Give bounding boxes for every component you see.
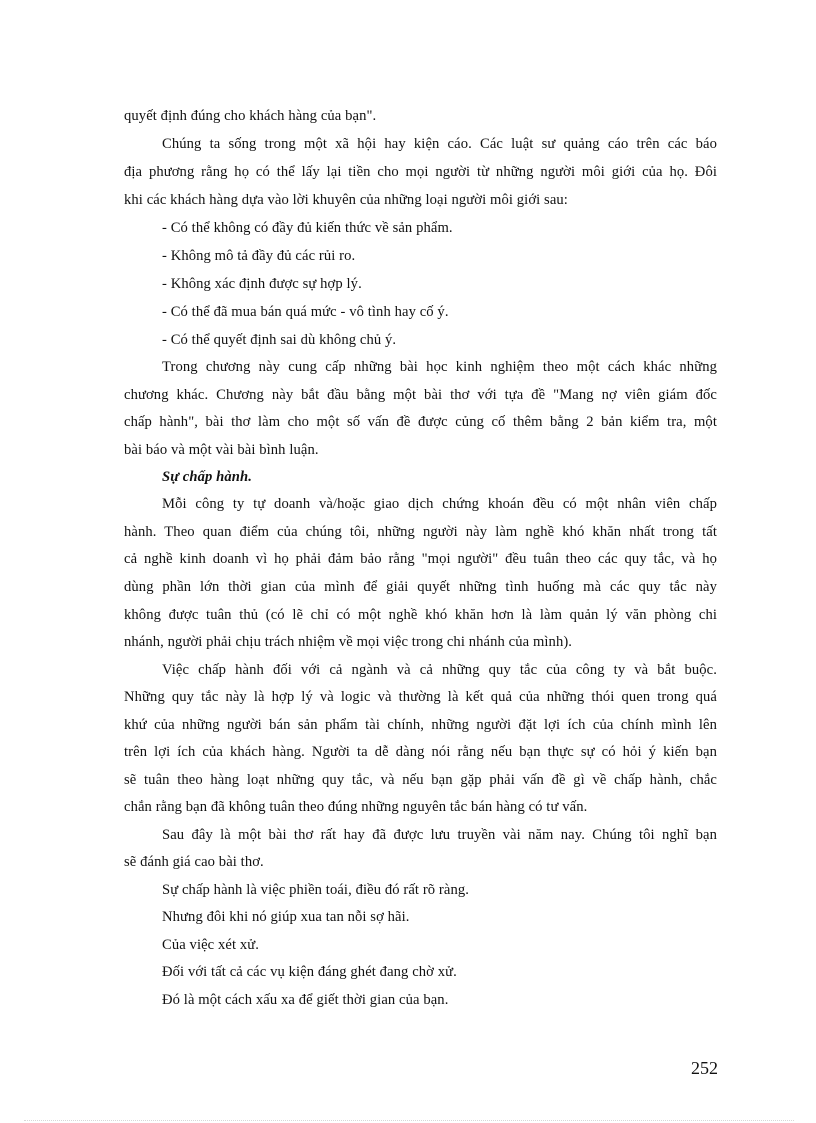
text-line: khi các khách hàng dựa vào lời khuyên của những loại người môi giới sau: bbox=[124, 192, 568, 208]
text-line: không được tuân thủ (có lẽ chỉ có một nghề khó khăn hơn là làm quản lý văn phòng chi bbox=[124, 607, 717, 623]
section-heading: Sự chấp hành. bbox=[162, 469, 252, 485]
poem-line: Sự chấp hành là việc phiền toái, điều đó rất rõ ràng. bbox=[162, 882, 470, 898]
text-line: Việc chấp hành đối với cả ngành và cả những quy tắc của công ty và bắt buộc. bbox=[162, 662, 717, 678]
text-line: Sau đây là một bài thơ rất hay đã được lưu truyền vài năm nay. Chúng tôi nghĩ bạn bbox=[162, 827, 717, 843]
list-item: - Có thể đã mua bán quá mức - vô tình hay cố ý. bbox=[162, 304, 449, 320]
list-item: - Có thể không có đầy đủ kiến thức về sản phẩm. bbox=[162, 220, 453, 236]
poem-line: Nhưng đôi khi nó giúp xua tan nỗi sợ hãi. bbox=[162, 909, 410, 925]
text-line: cả nghề kinh doanh vì họ phải đảm bảo rằng "mọi người" đều tuân theo các quy tắc, và họ bbox=[124, 551, 717, 567]
text-line: Mỗi công ty tự doanh và/hoặc giao dịch chứng khoán đều có một nhân viên chấp bbox=[162, 496, 717, 512]
list-item: - Có thể quyết định sai dù không chủ ý. bbox=[162, 332, 397, 348]
text-line: sẽ tuân theo hàng loạt những quy tắc, và nếu bạn gặp phải vấn đề gì về chấp hành, chắc bbox=[124, 772, 717, 788]
text-line: khứ của những người bán sản phẩm tài chính, những người đặt lợi ích của chính mình lên bbox=[124, 717, 717, 733]
poem-line: Đó là một cách xấu xa để giết thời gian của bạn. bbox=[162, 992, 449, 1008]
text-line: nhánh, người phải chịu trách nhiệm về mọi việc trong chi nhánh của mình). bbox=[124, 634, 573, 650]
text-line: chắn rằng bạn đã không tuân theo đúng những nguyên tắc bán hàng có tư vấn. bbox=[124, 799, 588, 815]
text-line: quyết định đúng cho khách hàng của bạn". bbox=[124, 108, 377, 124]
poem-line: Của việc xét xử. bbox=[162, 937, 260, 953]
page-divider bbox=[24, 1120, 794, 1121]
text-line: chấp hành", bài thơ làm cho một số vấn đề được củng cố thêm bằng 2 bản kiểm tra, một bbox=[124, 414, 717, 430]
list-item: - Không xác định được sự hợp lý. bbox=[162, 276, 362, 292]
text-line: bài báo và một vài bài bình luận. bbox=[124, 442, 319, 458]
poem-line: Đối với tất cả các vụ kiện đáng ghét đang chờ xử. bbox=[162, 964, 457, 980]
text-line: chương khác. Chương này bắt đầu bằng một bài thơ với tựa đề "Mang nợ viên giám đốc bbox=[124, 387, 717, 403]
page-number: 252 bbox=[691, 1058, 718, 1078]
text-line: Những quy tắc này là hợp lý và logic và thường là kết quả của những thói quen trong quá bbox=[124, 689, 717, 705]
text-line: hành. Theo quan điểm của chúng tôi, những người này làm nghề khó khăn nhất trong tất bbox=[124, 524, 717, 540]
text-line: địa phương rằng họ có thể lấy lại tiền cho mọi người từ những người môi giới của họ. Đôi bbox=[124, 164, 717, 180]
list-item: - Không mô tả đầy đủ các rủi ro. bbox=[162, 248, 356, 264]
text-line: dùng phần lớn thời gian của mình để giải quyết những tình huống mà các quy tắc này bbox=[124, 579, 717, 595]
text-line: Chúng ta sống trong một xã hội hay kiện cáo. Các luật sư quảng cáo trên các báo bbox=[162, 136, 717, 152]
text-line: sẽ đánh giá cao bài thơ. bbox=[124, 854, 264, 870]
text-line: trên lợi ích của khách hàng. Người ta dễ dàng nói rằng nếu bạn thực sự có hỏi ý kiến bạn bbox=[124, 744, 717, 760]
text-line: Trong chương này cung cấp những bài học kinh nghiệm theo một cách khác những bbox=[162, 359, 717, 375]
